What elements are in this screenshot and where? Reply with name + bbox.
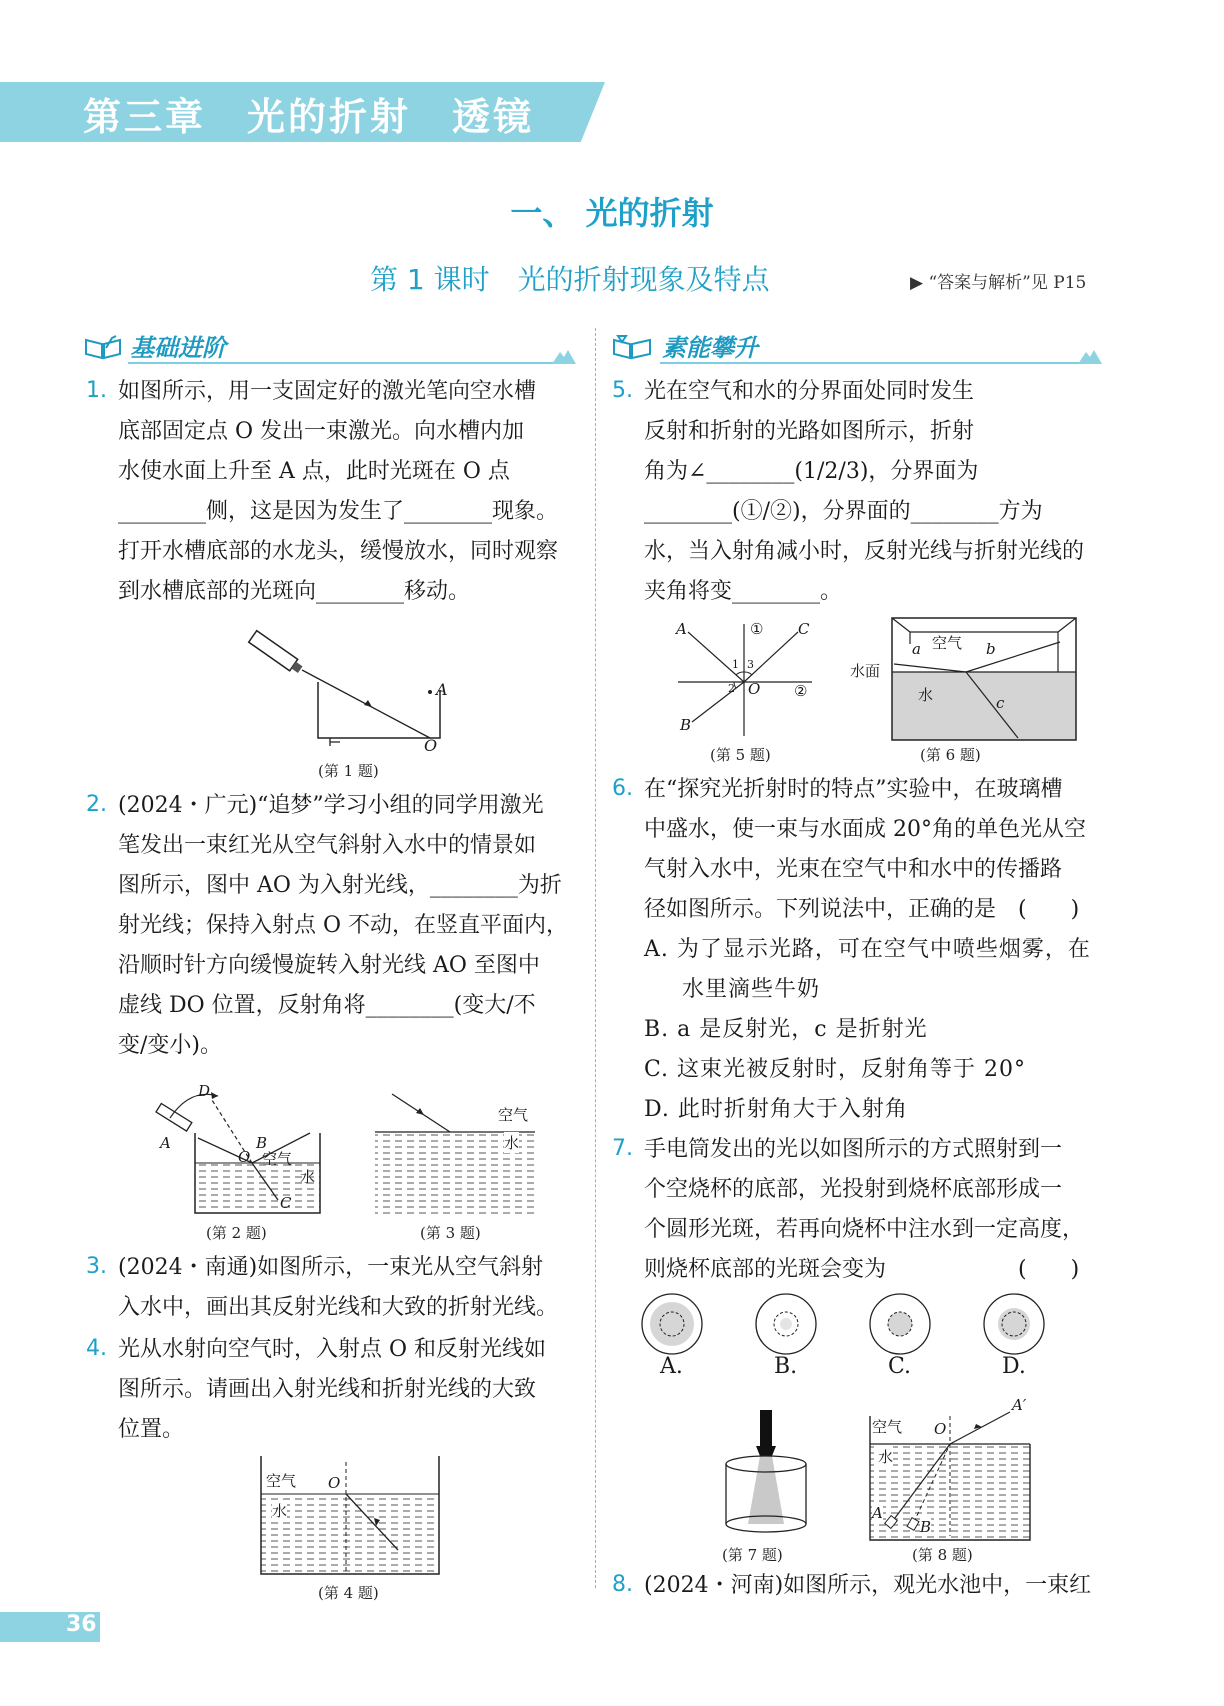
label-air: 空气 <box>932 634 963 652</box>
figure-1 <box>240 620 460 755</box>
option-c: C. 这束光被反射时，反射角等于 20° <box>644 1057 1027 1082</box>
figure-caption: (第 3 题) <box>420 1224 481 1242</box>
question-line: 手电筒发出的光以如图所示的方式照射到一 <box>644 1137 1063 1162</box>
point-label-A: A <box>676 620 687 638</box>
question-line: 反射和折射的光路如图所示，折射 <box>644 419 975 444</box>
question-line: 入水中，画出其反射光线和大致的折射光线。 <box>118 1295 559 1320</box>
figure-caption: (第 6 题) <box>920 746 981 764</box>
right-heading <box>612 328 1100 368</box>
question-line: 如图所示，用一支固定好的激光笔向空水槽 <box>118 379 537 404</box>
question-line: (2024・广元)“追梦”学习小组的同学用激光 <box>118 793 544 818</box>
ray-diagram-5 <box>670 620 820 740</box>
point-label-B: B <box>920 1518 932 1536</box>
point-label-A-prime: A′ <box>1012 1396 1027 1414</box>
question-line: 角为∠________(1/2/3)，分界面为 <box>644 459 979 484</box>
figure-7 <box>716 1410 816 1540</box>
question-line: 打开水槽底部的水龙头，缓慢放水，同时观察 <box>118 539 559 564</box>
label-circle-2: ② <box>794 682 808 700</box>
point-label-O: O <box>748 680 761 698</box>
figure-caption: (第 5 题) <box>710 746 771 764</box>
question-number: 3. <box>86 1254 107 1279</box>
question-line: (2024・河南)如图所示，观光水池中，一束红 <box>644 1573 1092 1598</box>
figure-3 <box>370 1090 540 1220</box>
question-line: 底部固定点 O 发出一束激光。向水槽内加 <box>118 419 525 444</box>
point-label-O: O <box>934 1420 947 1438</box>
question-line: 位置。 <box>118 1417 185 1442</box>
flashlight-beaker-diagram <box>716 1410 816 1540</box>
ray-label-a: a <box>912 640 921 658</box>
option-d: D. 此时折射角大于入射角 <box>644 1097 908 1122</box>
point-label-A: A <box>872 1504 883 1522</box>
figure-caption: (第 8 题) <box>912 1546 973 1564</box>
point-label-B: B <box>256 1134 268 1152</box>
question-number: 1. <box>86 378 107 403</box>
point-label-A: A <box>160 1134 171 1152</box>
choice-label: B. <box>774 1354 798 1379</box>
figure-caption: (第 4 题) <box>318 1584 379 1602</box>
point-label-O: O <box>328 1474 341 1492</box>
point-label-A: A <box>436 680 448 699</box>
column-divider <box>595 328 596 1588</box>
right-heading-underline <box>660 362 1080 364</box>
question-line: ________(①/②)，分界面的________方为 <box>644 499 1043 524</box>
point-label-B: B <box>680 716 692 734</box>
answer-reference: ▶ “答案与解析”见 P15 <box>910 273 1087 293</box>
question-line: 图所示。请画出入射光线和折射光线的大致 <box>118 1377 537 1402</box>
choice-a[interactable] <box>640 1292 710 1382</box>
question-number: 6. <box>612 776 633 801</box>
angle-label-2: 2 <box>728 682 735 695</box>
choice-c[interactable] <box>868 1292 938 1382</box>
label-water: 水 <box>878 1448 894 1466</box>
ray-label-c: c <box>996 694 1005 712</box>
figure-6 <box>850 616 1080 742</box>
angle-label-3: 3 <box>747 658 754 671</box>
label-water: 水 <box>918 686 934 704</box>
point-label-C: C <box>798 620 810 638</box>
question-line: 笔发出一束红光从空气斜射入水中的情景如 <box>118 833 537 858</box>
question-number: 4. <box>86 1336 107 1361</box>
figure-caption: (第 7 题) <box>722 1546 783 1564</box>
choice-b[interactable] <box>754 1292 824 1382</box>
question-line: 虚线 DO 位置，反射角将________(变大/不 <box>118 993 536 1018</box>
label-water: 水 <box>504 1134 520 1152</box>
question-line: 变/变小)。 <box>118 1033 222 1058</box>
question-line: 光在空气和水的分界面处同时发生 <box>644 379 975 404</box>
question-number: 5. <box>612 378 633 403</box>
figure-2 <box>150 1078 340 1218</box>
light-spot-icon <box>868 1292 932 1356</box>
label-air: 空气 <box>872 1418 903 1436</box>
label-water: 水 <box>300 1168 316 1186</box>
section-title: 一、 光的折射 <box>510 194 714 232</box>
light-spot-icon <box>754 1292 818 1356</box>
question-line: 个圆形光斑，若再向烧杯中注水到一定高度， <box>644 1217 1085 1242</box>
book-icon <box>612 334 652 360</box>
question-line: 中盛水，使一束与水面成 20°角的单色光从空 <box>644 817 1086 842</box>
left-heading-underline <box>128 362 553 364</box>
light-spot-icon <box>982 1292 1046 1356</box>
question-line: 射光线；保持入射点 O 不动，在竖直平面内， <box>118 913 569 938</box>
question-line: 气射入水中，光束在空气中和水中的传播路 <box>644 857 1063 882</box>
label-air: 空气 <box>498 1106 529 1124</box>
point-label-O: O <box>238 1148 251 1166</box>
question-line: 水使水面上升至 A 点，此时光斑在 O 点 <box>118 459 510 484</box>
point-label-C: C <box>280 1194 292 1212</box>
mountain-icon <box>1078 348 1102 364</box>
label-circle-1: ① <box>750 620 764 638</box>
option-a: A. 为了显示光路，可在空气中喷些烟雾，在 <box>644 937 1091 962</box>
question-line: 径如图所示。下列说法中，正确的是 ( ) <box>644 897 1080 922</box>
left-heading-label: 基础进阶 <box>130 334 226 362</box>
question-number: 8. <box>612 1572 633 1597</box>
right-heading-label: 素能攀升 <box>662 334 758 362</box>
option-b: B. a 是反射光，c 是折射光 <box>644 1017 928 1042</box>
figure-caption: (第 2 题) <box>206 1224 267 1242</box>
question-line: 夹角将变________。 <box>644 579 843 604</box>
option-a-continued: 水里滴些牛奶 <box>682 977 821 1002</box>
question-line: 水，当入射角减小时，反射光线与折射光线的 <box>644 539 1085 564</box>
point-label-D: D <box>198 1082 211 1100</box>
question-line: 光从水射向空气时，入射点 O 和反射光线如 <box>118 1337 547 1362</box>
label-air: 空气 <box>262 1150 293 1168</box>
label-water: 水 <box>272 1502 288 1520</box>
question-line: 图所示，图中 AO 为入射光线，________为折 <box>118 873 562 898</box>
question-line: 则烧杯底部的光斑会变为 ( ) <box>644 1257 1080 1282</box>
question-line: ________侧，这是因为发生了________现象。 <box>118 499 559 524</box>
question-number: 7. <box>612 1136 633 1161</box>
page-number: 36 <box>66 1612 97 1637</box>
mountain-icon <box>552 348 576 364</box>
label-water-surface: 水面 <box>850 662 881 680</box>
chapter-title: 第三章 光的折射 透镜 <box>83 95 535 139</box>
angle-label-1: 1 <box>732 658 739 671</box>
question-line: 到水槽底部的光斑向________移动。 <box>118 579 471 604</box>
question-line: 沿顺时针方向缓慢旋转入射光线 AO 至图中 <box>118 953 540 978</box>
point-label-O: O <box>424 736 438 755</box>
figure-8 <box>866 1396 1036 1542</box>
ray-label-b: b <box>986 640 996 658</box>
question-line: 在“探究光折射时的特点”实验中，在玻璃槽 <box>644 777 1063 802</box>
figure-caption: (第 1 题) <box>318 762 379 780</box>
laser-tank-diagram <box>240 620 460 750</box>
figure-4 <box>258 1454 442 1576</box>
choice-label: C. <box>888 1354 912 1379</box>
light-spot-icon <box>640 1292 704 1356</box>
book-icon <box>84 334 122 360</box>
label-air: 空气 <box>266 1472 297 1490</box>
left-heading <box>84 328 572 368</box>
figure-5 <box>670 620 820 740</box>
tank-diagram-6 <box>850 616 1080 742</box>
question-line: 个空烧杯的底部，光投射到烧杯底部形成一 <box>644 1177 1063 1202</box>
lesson-title: 第 1 课时 光的折射现象及特点 <box>370 263 770 296</box>
question-number: 2. <box>86 792 107 817</box>
question-line: (2024・南通)如图所示，一束光从空气斜射 <box>118 1255 544 1280</box>
choice-d[interactable] <box>982 1292 1052 1382</box>
choice-label: A. <box>660 1354 683 1379</box>
choice-label: D. <box>1002 1354 1026 1379</box>
